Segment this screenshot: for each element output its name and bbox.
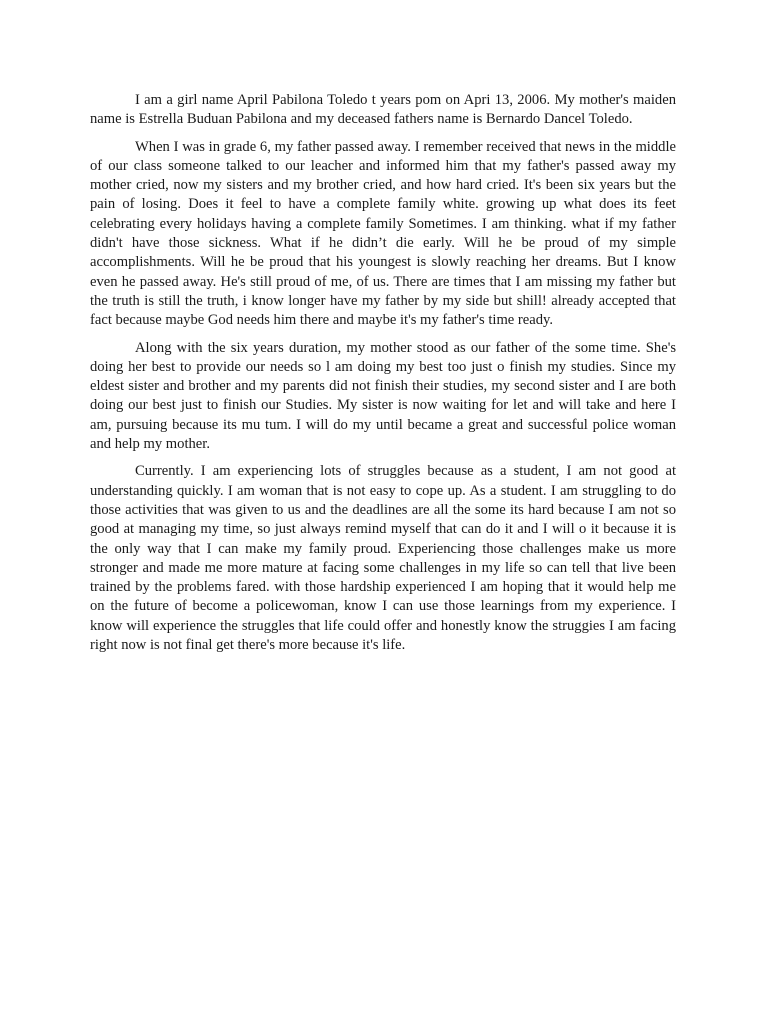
paragraph-1: I am a girl name April Pabilona Toledo t years pom on Apri 13, 2006. My mother's maiden name is Estrella Buduan Pabilona and my deceased fathers name is Bernardo Dancel Toledo. [90, 92, 676, 128]
paragraph-3: Along with the six years duration, my mother stood as our father of the some time. She's doing her best to provide our needs so l am doing my best too just o finish my studies. Since my eldest sister and brother and my parents did not finish their studies, my second sister and I are both doing our best just to finish our Studies. My sister is now waiting for let and will take and here I am, pursuing because its mu tum. I will do my until became a great and successful police woman and help my mother. [90, 339, 676, 453]
paragraph-4: Currently. I am experiencing lots of struggles because as a student, I am not good at understanding quickly. I am woman that is not easy to cope up. As a student. I am struggling to do those activities that was given to us and the deadlines are all the some its hard because I am not so good at managing my time, so just always remind myself that can do it and I will o it because it is the only way that I can make my family proud. Experiencing those challenges make us more stronger and made me more mature at facing some challenges in my life so can tell that live been trained by the problems fared. with those hardship experienced I am hoping that it would help me on the future of become a policewoman, know I can use those learnings from my experience. I know will experience the struggles that life could offer and honestly know the struggies I am facing right now is not final get there's more because it's life. [90, 463, 676, 654]
document-body [90, 91, 676, 663]
paragraph-2: When I was in grade 6, my father passed away. I remember received that news in the middle of our class someone talked to our leacher and informed him that my father's passed away my mother cried, now my sisters and my brother cried, and how hard cried. It's been six years but the pain of losing. Does it feel to have a complete family white. growing up what does its feet celebrating every holidays having a complete family Sometimes. I am thinking. what if my father didn't have those sickness. What if he didn’t die early. Will he be proud of my simple accomplishments. Will he be proud that his youngest is slowly reaching her dreams. But I know even he passed away. He's still proud of me, of us. There are times that I am missing my father but the truth is still the truth, i know longer have my father by my side but shill! already accepted that fact because maybe God needs him there and maybe it's my father's time ready. [90, 138, 676, 329]
